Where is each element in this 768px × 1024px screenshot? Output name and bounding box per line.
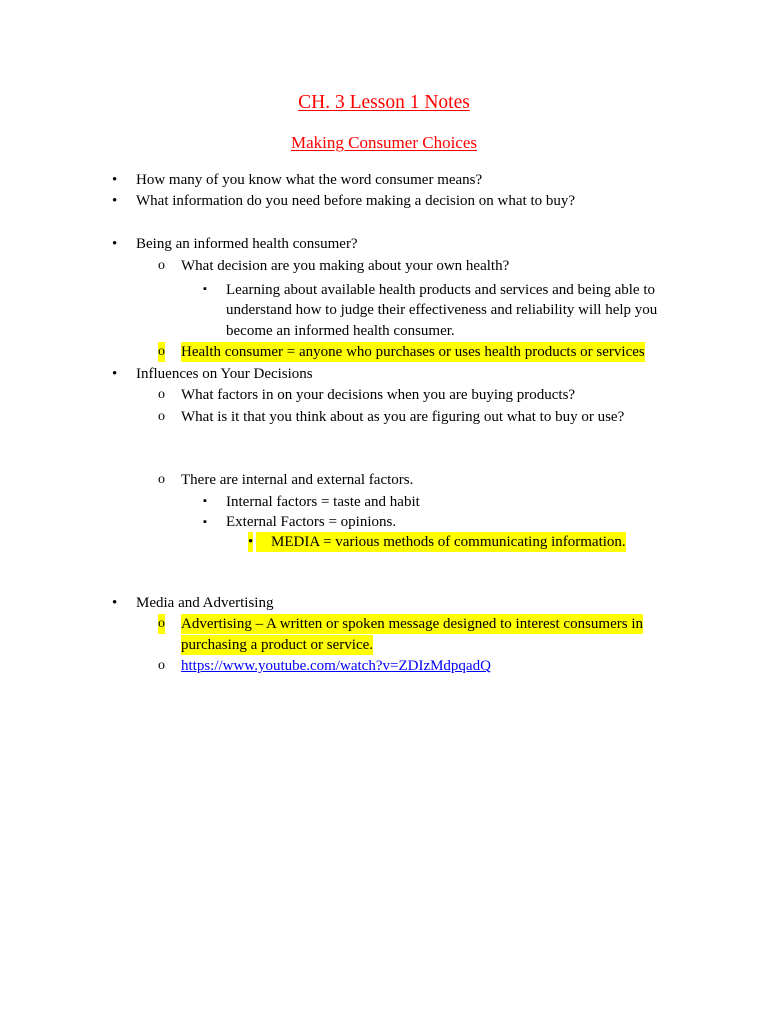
- bullet-dot-icon: •: [112, 366, 118, 382]
- highlighted-definition: Health consumer = anyone who purchases or uses health products or services: [181, 344, 645, 360]
- bullet-square-icon: ▪: [203, 283, 207, 295]
- highlighted-definition-continuation: purchasing a product or service.: [181, 637, 374, 653]
- list-item: External Factors = opinions.: [226, 514, 397, 530]
- highlighted-definition: MEDIA = various methods of communicating information.: [256, 532, 626, 552]
- bullet-dot-icon: •: [112, 193, 118, 209]
- bullet-circle-icon: o: [158, 258, 165, 273]
- bullet-circle-icon: o: [158, 658, 165, 673]
- bullet-circle-icon: o: [158, 409, 165, 424]
- youtube-link[interactable]: https://www.youtube.com/watch?v=ZDIzMdpqadQ: [181, 658, 491, 674]
- list-item: What factors in on your decisions when you are buying products?: [181, 387, 576, 403]
- list-item: Learning about available health products and services and being able to: [226, 282, 656, 298]
- bullet-circle-icon: o: [158, 472, 165, 487]
- bullet-dot-icon: •: [248, 534, 254, 550]
- list-item: What information do you need before making a decision on what to buy?: [136, 193, 576, 209]
- highlighted-definition: Advertising – A written or spoken message designed to interest consumers in: [181, 616, 644, 632]
- list-item: Being an informed health consumer?: [136, 236, 358, 252]
- bullet-circle-icon: o: [158, 342, 165, 362]
- list-item: Media and Advertising: [136, 595, 274, 611]
- bullet-dot-icon: •: [112, 236, 118, 252]
- list-item: What is it that you think about as you are figuring out what to buy or use?: [181, 409, 625, 425]
- list-item: What decision are you making about your own health?: [181, 258, 510, 274]
- bullet-circle-icon: o: [158, 387, 165, 402]
- page-subtitle: Making Consumer Choices: [290, 133, 478, 152]
- page-title: CH. 3 Lesson 1 Notes: [298, 92, 470, 113]
- list-item-continuation: understand how to judge their effectiveness and reliability will help you: [226, 302, 658, 318]
- list-item: There are internal and external factors.: [181, 472, 414, 488]
- list-item-continuation: become an informed health consumer.: [226, 323, 455, 339]
- bullet-dot-icon: •: [112, 172, 118, 188]
- list-item: Internal factors = taste and habit: [226, 494, 420, 510]
- list-item: How many of you know what the word consumer means?: [136, 172, 483, 188]
- bullet-circle-icon: o: [158, 614, 165, 634]
- bullet-dot-icon: •: [112, 595, 118, 611]
- bullet-square-icon: ▪: [203, 516, 207, 528]
- list-item: Influences on Your Decisions: [136, 366, 313, 382]
- bullet-square-icon: ▪: [203, 495, 207, 507]
